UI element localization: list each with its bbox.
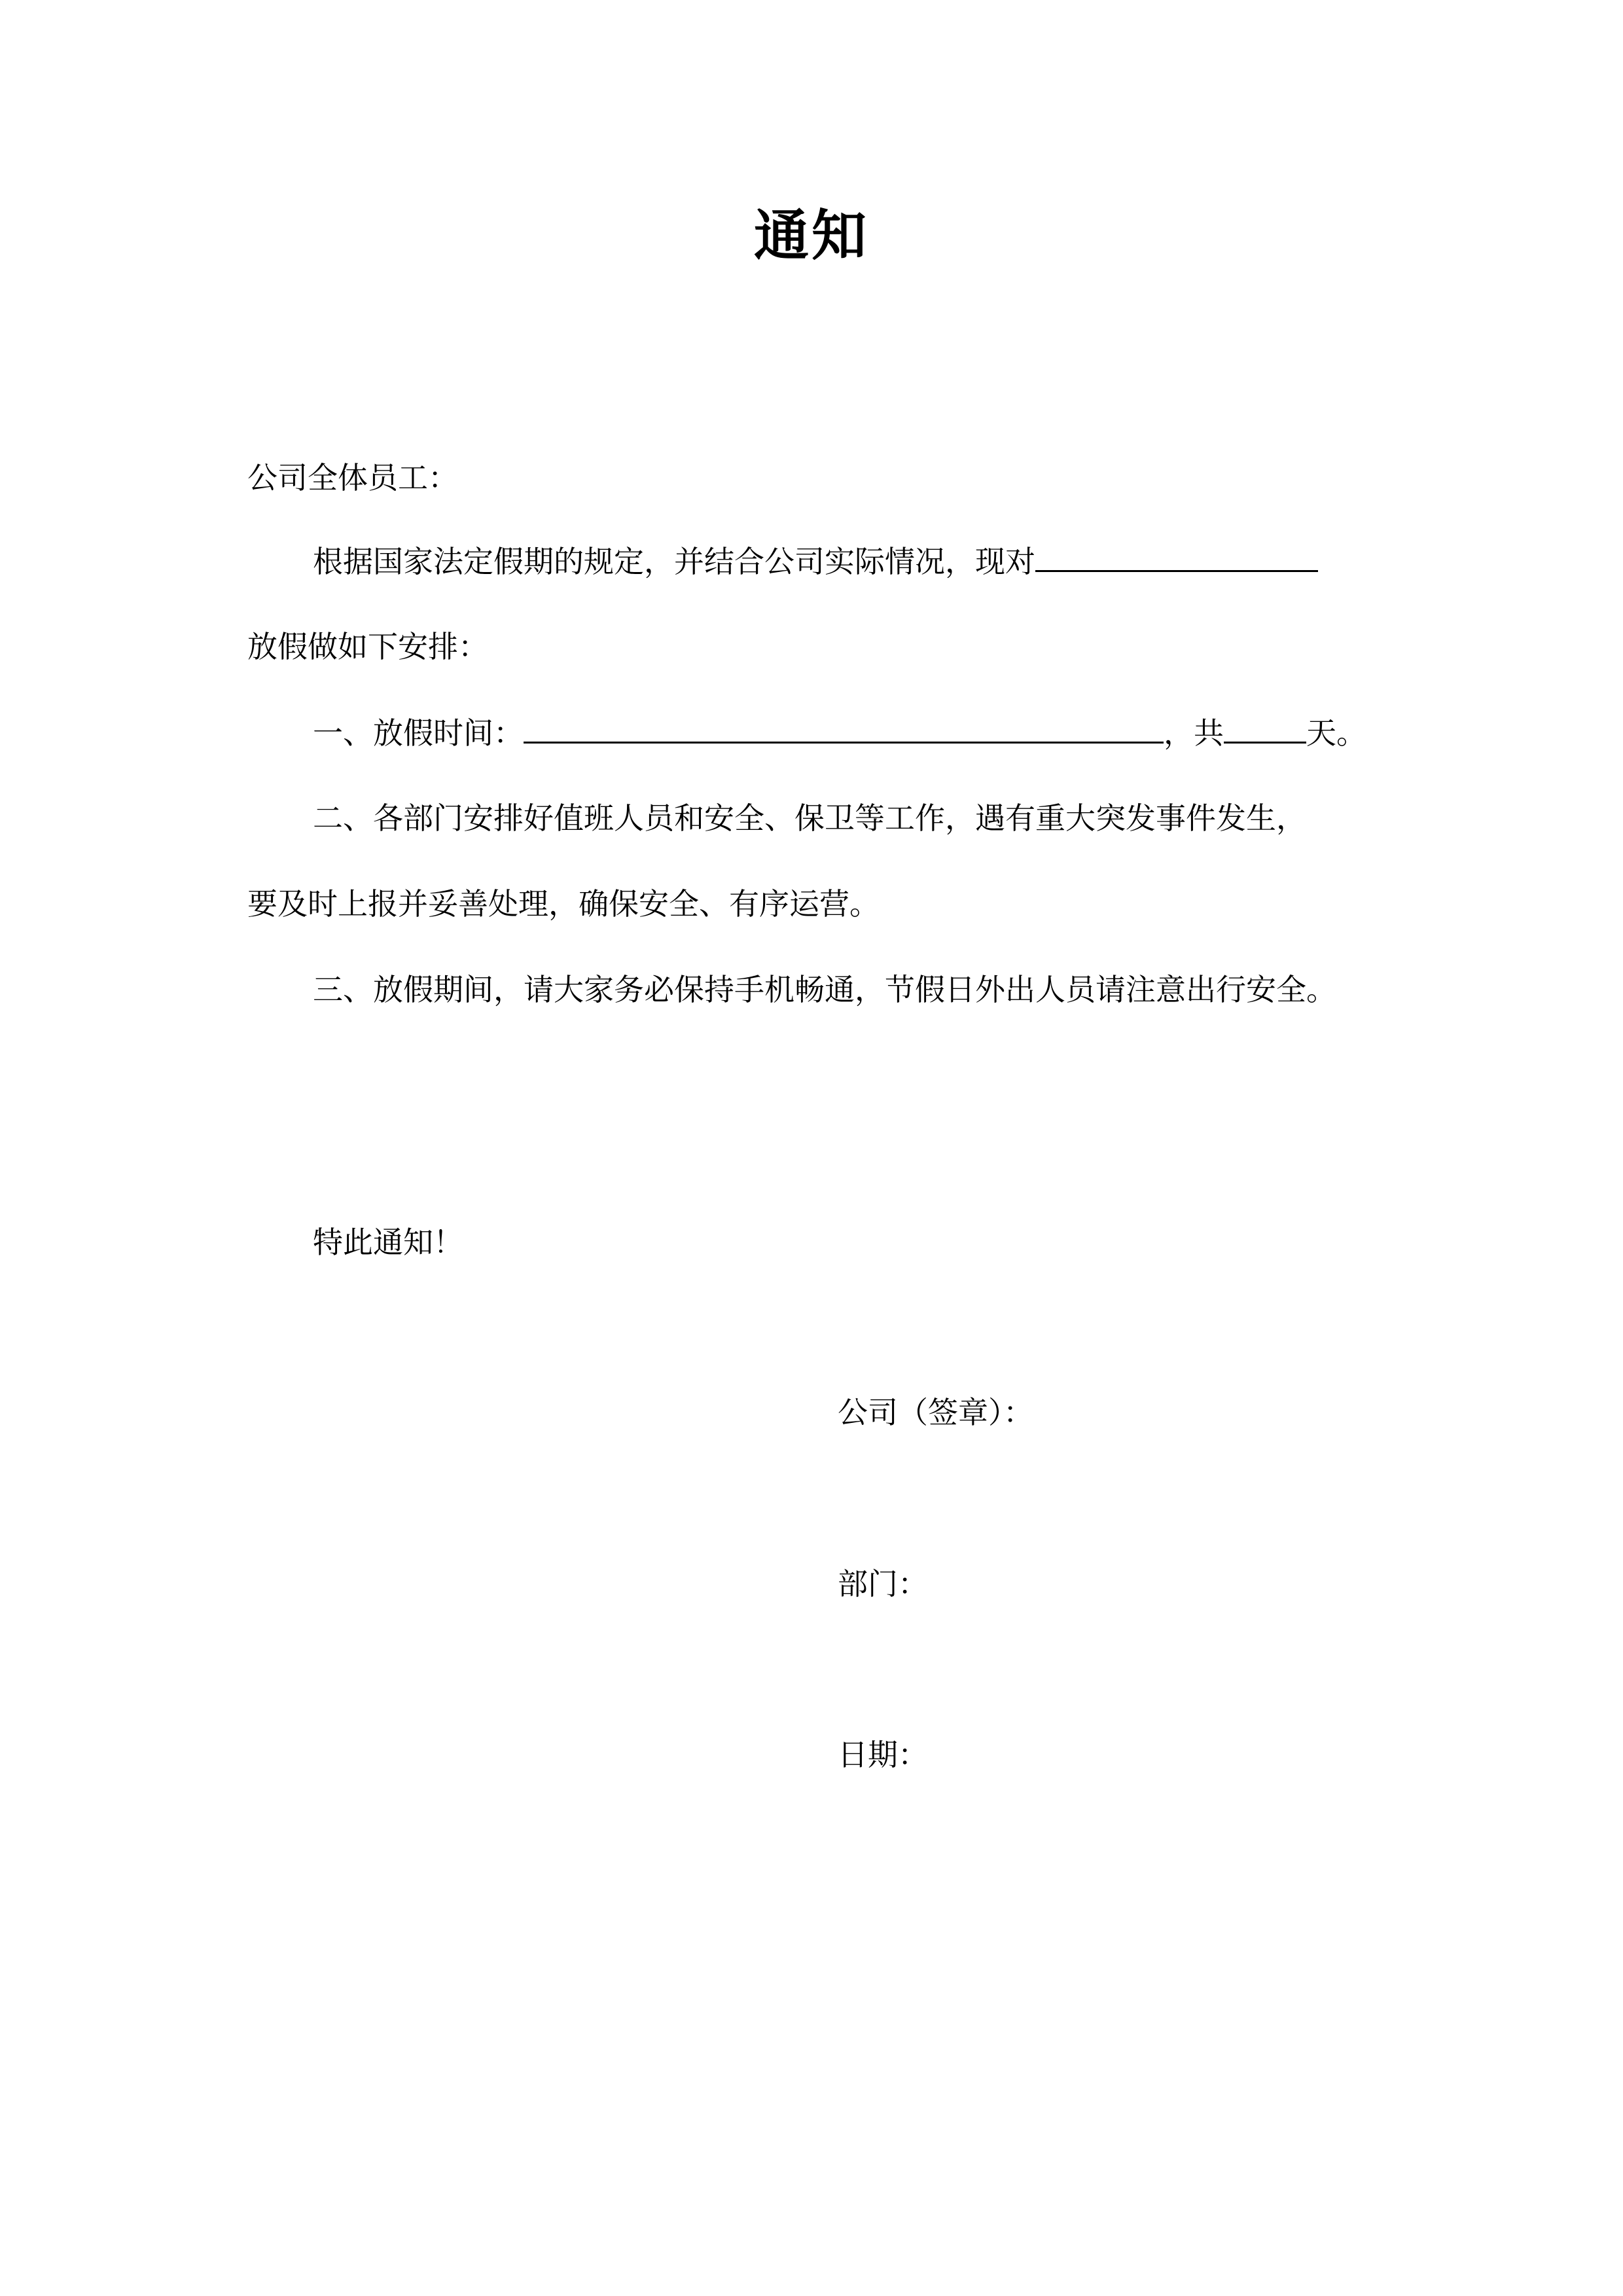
item-duty-line2: 要及时上报并妥善处理，确保安全、有序运营。 bbox=[247, 886, 880, 922]
item-duty-line1: 二、各部门安排好值班人员和安全、保卫等工作，遇有重大突发事件发生， bbox=[313, 800, 1306, 836]
page-title: 通知 bbox=[753, 203, 869, 268]
closing-text: 特此通知！ bbox=[313, 1225, 463, 1260]
holiday-time-blank[interactable] bbox=[524, 713, 1164, 744]
signature-department-label: 部门： bbox=[838, 1566, 928, 1602]
item-phone-notice: 三、放假期间，请大家务必保持手机畅通，节假日外出人员请注意出行安全。 bbox=[313, 972, 1336, 1007]
item-holiday-days-suffix: 天。 bbox=[1306, 715, 1366, 751]
paragraph-intro-text: 根据国家法定假期的规定，并结合公司实际情况，现对 bbox=[313, 544, 1035, 579]
item-holiday-total-label: ，共 bbox=[1164, 715, 1224, 751]
paragraph-intro-line2: 放假做如下安排： bbox=[247, 629, 488, 664]
paragraph-intro-line1 bbox=[313, 541, 1318, 581]
salutation: 公司全体员工： bbox=[247, 460, 458, 495]
holiday-name-blank[interactable] bbox=[1035, 541, 1318, 572]
item-holiday-time bbox=[313, 713, 1366, 753]
holiday-days-blank[interactable] bbox=[1224, 713, 1306, 744]
item-holiday-time-label: 一、放假时间： bbox=[313, 715, 524, 751]
signature-company-label: 公司（签章）： bbox=[838, 1395, 1033, 1430]
signature-date-label: 日期： bbox=[838, 1737, 928, 1772]
